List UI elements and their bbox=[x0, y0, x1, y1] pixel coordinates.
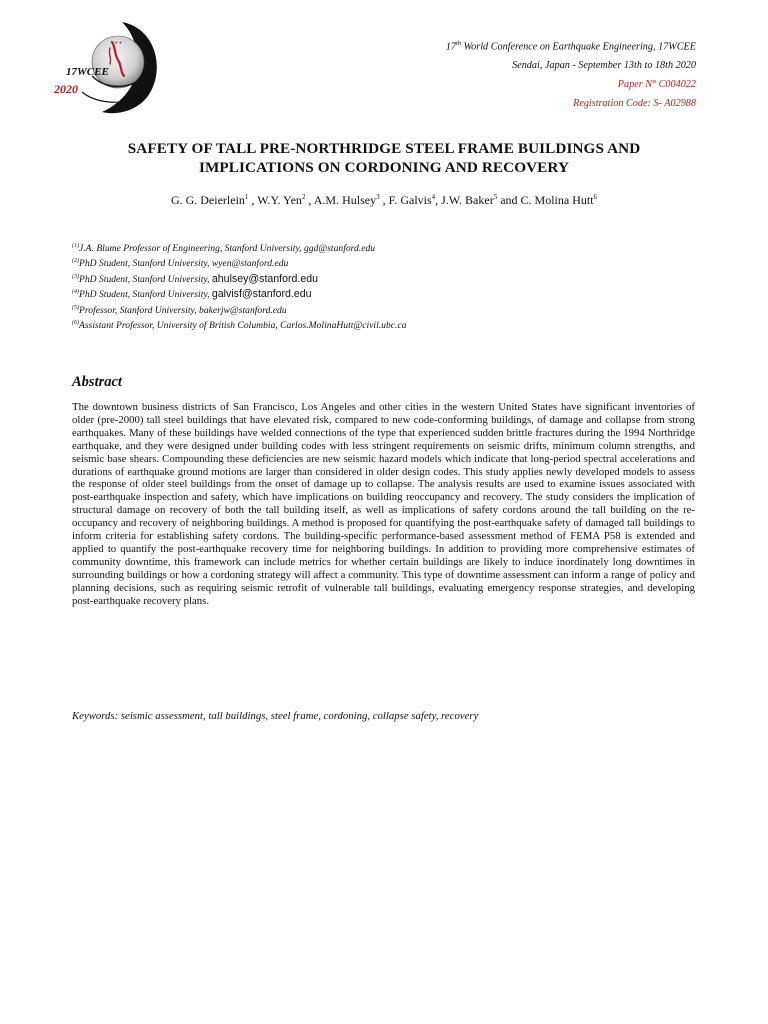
affiliation-text: J.A. Blume Professor of Engineering, Stanford University, bbox=[79, 243, 304, 255]
affiliation-item bbox=[72, 240, 406, 255]
affiliation-email[interactable]: galvisf@stanford.edu bbox=[211, 288, 312, 301]
paper-title-line-1: SAFETY OF TALL PRE-NORTHRIDGE STEEL FRAME BUILDINGS AND bbox=[127, 140, 641, 157]
affiliation-item bbox=[72, 317, 406, 332]
affiliation-ref: (1) bbox=[72, 243, 79, 249]
affiliation-email[interactable]: ahulsey@stanford.edu bbox=[211, 272, 319, 285]
svg-text:✦ ✦: ✦ ✦ bbox=[114, 40, 122, 45]
author-name: C. Molina Hutt bbox=[520, 193, 594, 207]
author-separator: , bbox=[248, 193, 258, 207]
abstract-heading: Abstract bbox=[72, 374, 122, 390]
conference-header bbox=[446, 34, 696, 113]
affiliation-text: PhD Student, Stanford University, bbox=[79, 289, 212, 301]
author-affiliation-ref: 3 bbox=[376, 193, 380, 201]
author-affiliation-ref: 5 bbox=[493, 193, 498, 201]
paper-title-line-2: IMPLICATIONS ON CORDONING AND RECOVERY bbox=[198, 159, 570, 176]
affiliation-email[interactable]: bakerjw@stanford.edu bbox=[199, 304, 287, 316]
author-list bbox=[60, 193, 708, 208]
author-separator: , bbox=[379, 193, 389, 207]
affiliations bbox=[72, 240, 406, 332]
conference-title-text: World Conference on Earthquake Engineering, 17WCEE bbox=[461, 41, 696, 53]
affiliation-ref: (6) bbox=[72, 319, 79, 326]
affiliation-email[interactable]: Carlos.MolinaHutt@civil.ubc.ca bbox=[280, 320, 407, 332]
affiliation-item bbox=[72, 271, 406, 286]
author-affiliation-ref: 6 bbox=[593, 193, 598, 201]
author-name: J.W. Baker bbox=[441, 193, 494, 207]
paper-number: Paper N° C004022 bbox=[617, 79, 696, 91]
affiliation-text: PhD Student, Stanford University, bbox=[79, 258, 212, 270]
author-separator: and bbox=[497, 193, 521, 207]
author-name: W.Y. Yen bbox=[257, 193, 302, 207]
author-name: G. G. Deierlein bbox=[170, 193, 245, 207]
conference-title bbox=[446, 34, 696, 56]
keywords: Keywords: seismic assessment, tall buildings, steel frame, cordoning, collapse safety, recovery bbox=[72, 710, 479, 722]
logo-year: 2020 bbox=[54, 82, 78, 96]
author-affiliation-ref: 4 bbox=[431, 193, 436, 201]
author-name: F. Galvis bbox=[388, 193, 432, 207]
author-affiliation-ref: 2 bbox=[301, 193, 306, 201]
affiliation-ref: (2) bbox=[72, 258, 79, 265]
affiliation-item bbox=[72, 302, 406, 317]
affiliation-email[interactable]: wyen@stanford.edu bbox=[211, 258, 289, 270]
conference-number-suffix: th bbox=[456, 40, 462, 47]
affiliation-ref: (5) bbox=[72, 304, 79, 311]
affiliation-item bbox=[72, 286, 406, 301]
affiliation-text: Assistant Professor, University of British Columbia, bbox=[79, 320, 281, 332]
affiliation-text: Professor, Stanford University, bbox=[79, 304, 200, 316]
affiliation-item bbox=[72, 255, 406, 270]
affiliation-ref: (4) bbox=[72, 289, 79, 296]
abstract-body: The downtown business districts of San Francisco, Los Angeles and other cities in the western United States have significant inventories of older (pre-2000) tall steel buildings that have elevated risk, compared to new code-conforming buildings, of damage and collapse from strong earthquakes. Many of these buildings have welded connections of the type that experienced sudden brittle fractures during the 1994 Northridge earthquake, and they were designed under building codes with less stringent requirements on seismic drifts, minimum column strengths, and seismic base shears. Compounding these deficiencies are new seismic hazard models which indicate that long-period spectral accelerations and durations of earthquake ground motions are larger than considered in older design codes. This study applies newly developed models to assess the response of older steel buildings from the onset of damage up to collapse. The analysis results are used to examine issues associated with post-earthquake inspection and safety, which have implications on building reoccupancy and recovery. The study considers the implication of structural damage on recovery of both the tall building itself, as well as implications of safety cordons around the tall building on the re-occupancy and recovery of neighboring buildings. A method is proposed for quantifying the post-earthquake safety of damaged tall buildings to inform criteria for establishing safety cordons. The building-specific performance-based assessment method of FEMA P58 is extended and applied to quantify the post-earthquake recovery time for neighboring buildings. In addition to providing more comprehensive estimates of community downtime, this framework can include metrics for whether certain buildings are likely to induce inordinately long downtimes in surrounding buildings or how a cordoning strategy will affect a community. This type of downtime assessment can inform a range of policy and planning decisions, such as requiring seismic retrofit of vulnerable tall buildings, evaluating emergency response strategies, and developing post-earthquake recovery plans. bbox=[72, 401, 695, 607]
author-separator: , bbox=[435, 193, 442, 207]
author-separator: , bbox=[305, 193, 314, 207]
author-affiliation-ref: 1 bbox=[244, 193, 249, 201]
conference-location: Sendai, Japan - September 13th to 18th 2020 bbox=[512, 60, 696, 72]
author-name: A.M. Hulsey bbox=[313, 193, 377, 207]
affiliation-email[interactable]: ggd@stanford.edu bbox=[303, 243, 376, 255]
paper-title bbox=[60, 139, 708, 177]
affiliation-ref: (3) bbox=[72, 273, 79, 280]
conference-number: 17 bbox=[445, 41, 456, 53]
registration-code: Registration Code: S- A02988 bbox=[573, 98, 696, 110]
logo-wordmark: 17WCEE bbox=[66, 66, 109, 78]
affiliation-text: PhD Student, Stanford University, bbox=[79, 273, 212, 285]
